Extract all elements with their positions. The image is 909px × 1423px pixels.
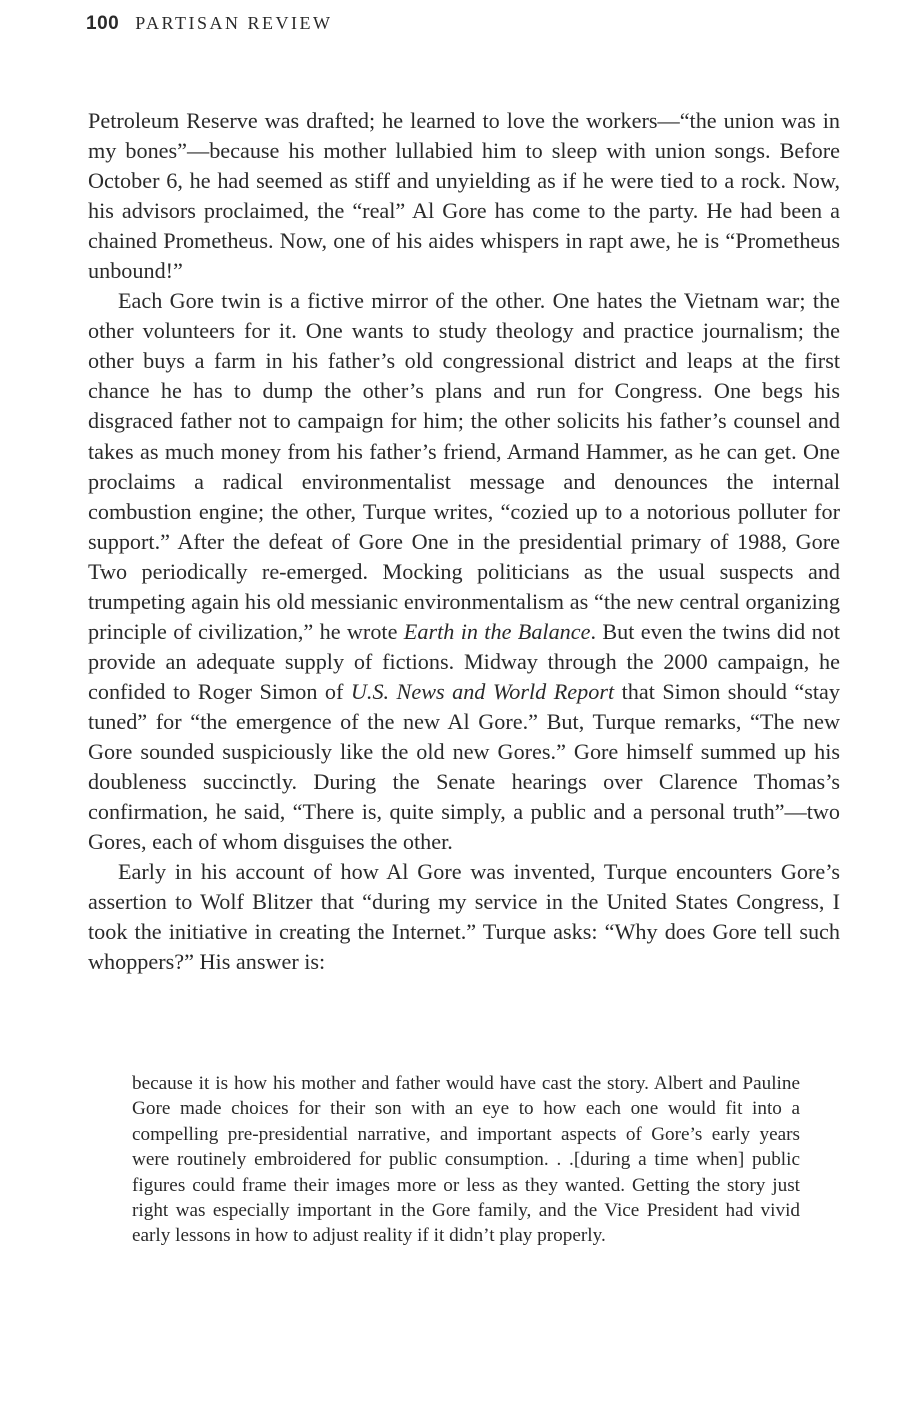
paragraph-2-text-b: . But even the twins did not provide an adequate supply of fictions. Midway through the 2000 campaign, he confided to Roger Simon of bbox=[88, 618, 840, 704]
magazine-title-us-news: U.S. News and World Report bbox=[350, 678, 615, 704]
journal-title: PARTISAN REVIEW bbox=[135, 13, 333, 33]
paragraph-2-text-a: Each Gore twin is a fictive mirror of the other. One hates the Vietnam war; the other volunteers for it. One wants to study theology and practice journalism; the other buys a farm in his father’s old congressional district and leaps at the first chance he has to dump the other’s plans and run for Congress. One begs his disgraced father not to campaign for him; the other solicits his father’s counsel and takes as much money from his father’s friend, Armand Hammer, as he can get. One proclaims a radical environmentalist message and denounces the internal combustion engine; the other, Turque writes, “cozied up to a notorious polluter for support.” After the defeat of Gore One in the presidential primary of 1988, Gore Two periodically re-emerged. Mocking politicians as the usual suspects and trumpeting again his old messianic environmentalism as “the new central organizing principle of civilization,” he wrote bbox=[88, 288, 840, 644]
book-title-earth-in-the-balance: Earth in the Balance bbox=[403, 618, 591, 644]
page-number: 100 bbox=[86, 13, 120, 34]
paragraph-1: Petroleum Reserve was drafted; he learned to love the workers—“the union was in my bones”—because his mother lullabied him to sleep with union songs. Before October 6, he had seemed as stiff and unyielding as if he were tied to a rock. Now, his advisors proclaimed, the “real” Al Gore has come to the party. He had been a chained Prometheus. Now, one of his aides whispers in rapt awe, he is “Prometheus unbound!” bbox=[88, 108, 840, 284]
paragraph-2 bbox=[88, 286, 840, 857]
running-head bbox=[86, 12, 332, 35]
block-quote bbox=[132, 1071, 800, 1249]
body-text bbox=[88, 106, 840, 977]
paragraph-3: Early in his account of how Al Gore was invented, Turque encounters Gore’s assertion to Wolf Blitzer that “during my service in the United States Congress, I took the initiative in creating the Internet.” Turque asks: “Why does Gore tell such whoppers?” His answer is: bbox=[88, 859, 840, 975]
paragraph-2-text-c: that Simon should “stay tuned” for “the emergence of the new Al Gore.” But, Turque remarks, “The new Gore sounded suspiciously like the old new Gores.” Gore himself summed up his doubleness succinctly. During the Senate hearings over Clarence Thomas’s confirmation, he said, “There is, quite simply, a public and a personal truth”—two Gores, each of whom disguises the other. bbox=[88, 678, 840, 855]
block-quote-text: because it is how his mother and father would have cast the story. Albert and Pauline Gore made choices for their son with an eye to how each one would fit into a compelling pre-presidential narrative, and important aspects of Gore’s early years were routinely embroidered for public consumption. . .[during a time when] public figures could frame their images more or less as they wanted. Getting the story just right was especially important in the Gore family, and the Vice President had vivid early lessons in how to adjust reality if it didn’t play properly. bbox=[132, 1073, 800, 1247]
